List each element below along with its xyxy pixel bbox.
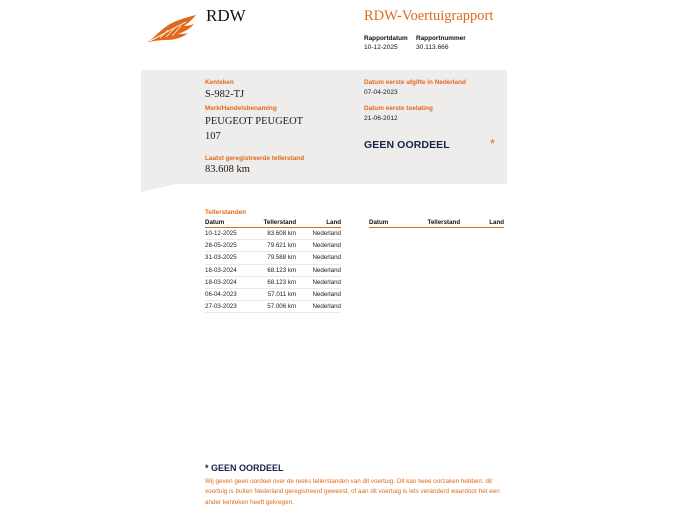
rdw-feather-logo-icon (146, 14, 198, 44)
first-issue-nl-label: Datum eerste afgifte in Nederland (364, 79, 466, 86)
row-odometer: 79.621 km (259, 240, 297, 252)
col-date-header: Datum (205, 219, 259, 228)
table-row (205, 288, 341, 300)
odometer-table-right (369, 219, 504, 228)
table-row (205, 228, 341, 240)
plate-label: Kenteken (205, 79, 234, 86)
table-row (205, 252, 341, 264)
row-country: Nederland (296, 228, 341, 240)
table-header-row (205, 219, 341, 228)
col-odometer-header: Tellerstand (259, 219, 297, 228)
row-date: 18-03-2024 (205, 276, 259, 288)
report-number: 30.113.666 (416, 44, 449, 51)
col-date-header: Datum (369, 219, 422, 228)
table-row (205, 301, 341, 313)
make-label: Merk/Handelsbenaming (205, 105, 277, 112)
table-header-row (369, 219, 504, 228)
first-issue-nl-value: 07-04-2023 (364, 89, 398, 96)
plate-value: S-982-TJ (205, 89, 245, 100)
report-date: 10-12-2025 (364, 44, 398, 51)
odometer-value: 83.608 km (205, 164, 250, 175)
row-odometer: 57.011 km (259, 288, 297, 300)
odometer-table-left (205, 219, 341, 313)
vehicle-summary-panel (141, 70, 507, 184)
row-country: Nederland (296, 301, 341, 313)
first-admission-label: Datum eerste toelating (364, 105, 433, 112)
make-value-line2: 107 (205, 131, 221, 142)
table-row (205, 276, 341, 288)
col-country-header: Land (296, 219, 341, 228)
odometer-section-title: Tellerstanden (205, 209, 247, 216)
row-date: 10-12-2025 (205, 228, 259, 240)
row-odometer: 68.123 km (259, 264, 297, 276)
col-country-header: Land (460, 219, 504, 228)
row-odometer: 57.006 km (259, 301, 297, 313)
row-country: Nederland (296, 276, 341, 288)
row-date: 18-03-2024 (205, 264, 259, 276)
row-country: Nederland (296, 264, 341, 276)
row-odometer: 79.588 km (259, 252, 297, 264)
make-value-line1: PEUGEOT PEUGEOT (205, 116, 304, 127)
row-country: Nederland (296, 252, 341, 264)
table-row (205, 240, 341, 252)
report-date-label: Rapportdatum (364, 35, 408, 42)
row-country: Nederland (296, 240, 341, 252)
report-number-label: Rapportnummer (416, 35, 466, 42)
row-odometer: 83.608 km (259, 228, 297, 240)
footnote-title: * GEEN OORDEEL (205, 463, 284, 473)
panel-notch (141, 184, 177, 192)
report-title: RDW-Voertuigrapport (364, 8, 494, 24)
table-row (205, 264, 341, 276)
verdict-asterisk: * (490, 136, 496, 151)
first-admission-value: 21-06-2012 (364, 115, 398, 122)
row-date: 31-03-2025 (205, 252, 259, 264)
footnote-text: Wij geven geen oordeel over de reeks tellerstanden van dit voertuig. Dit kan twee oorzaken hebben: dit voertuig is buiten Nederland geregistreerd geweest, of aan dit voertuig is iets veranderd waardoor het een ander kenteken heeft gekregen. (205, 478, 500, 506)
row-date: 06-04-2023 (205, 288, 259, 300)
row-country: Nederland (296, 288, 341, 300)
col-odometer-header: Tellerstand (422, 219, 460, 228)
row-date: 28-05-2025 (205, 240, 259, 252)
odometer-label: Laatst geregistreerde tellerstand (205, 155, 305, 162)
row-date: 27-03-2023 (205, 301, 259, 313)
brand-name: RDW (206, 6, 246, 25)
row-odometer: 68.123 km (259, 276, 297, 288)
verdict-status: GEEN OORDEEL (364, 139, 450, 151)
